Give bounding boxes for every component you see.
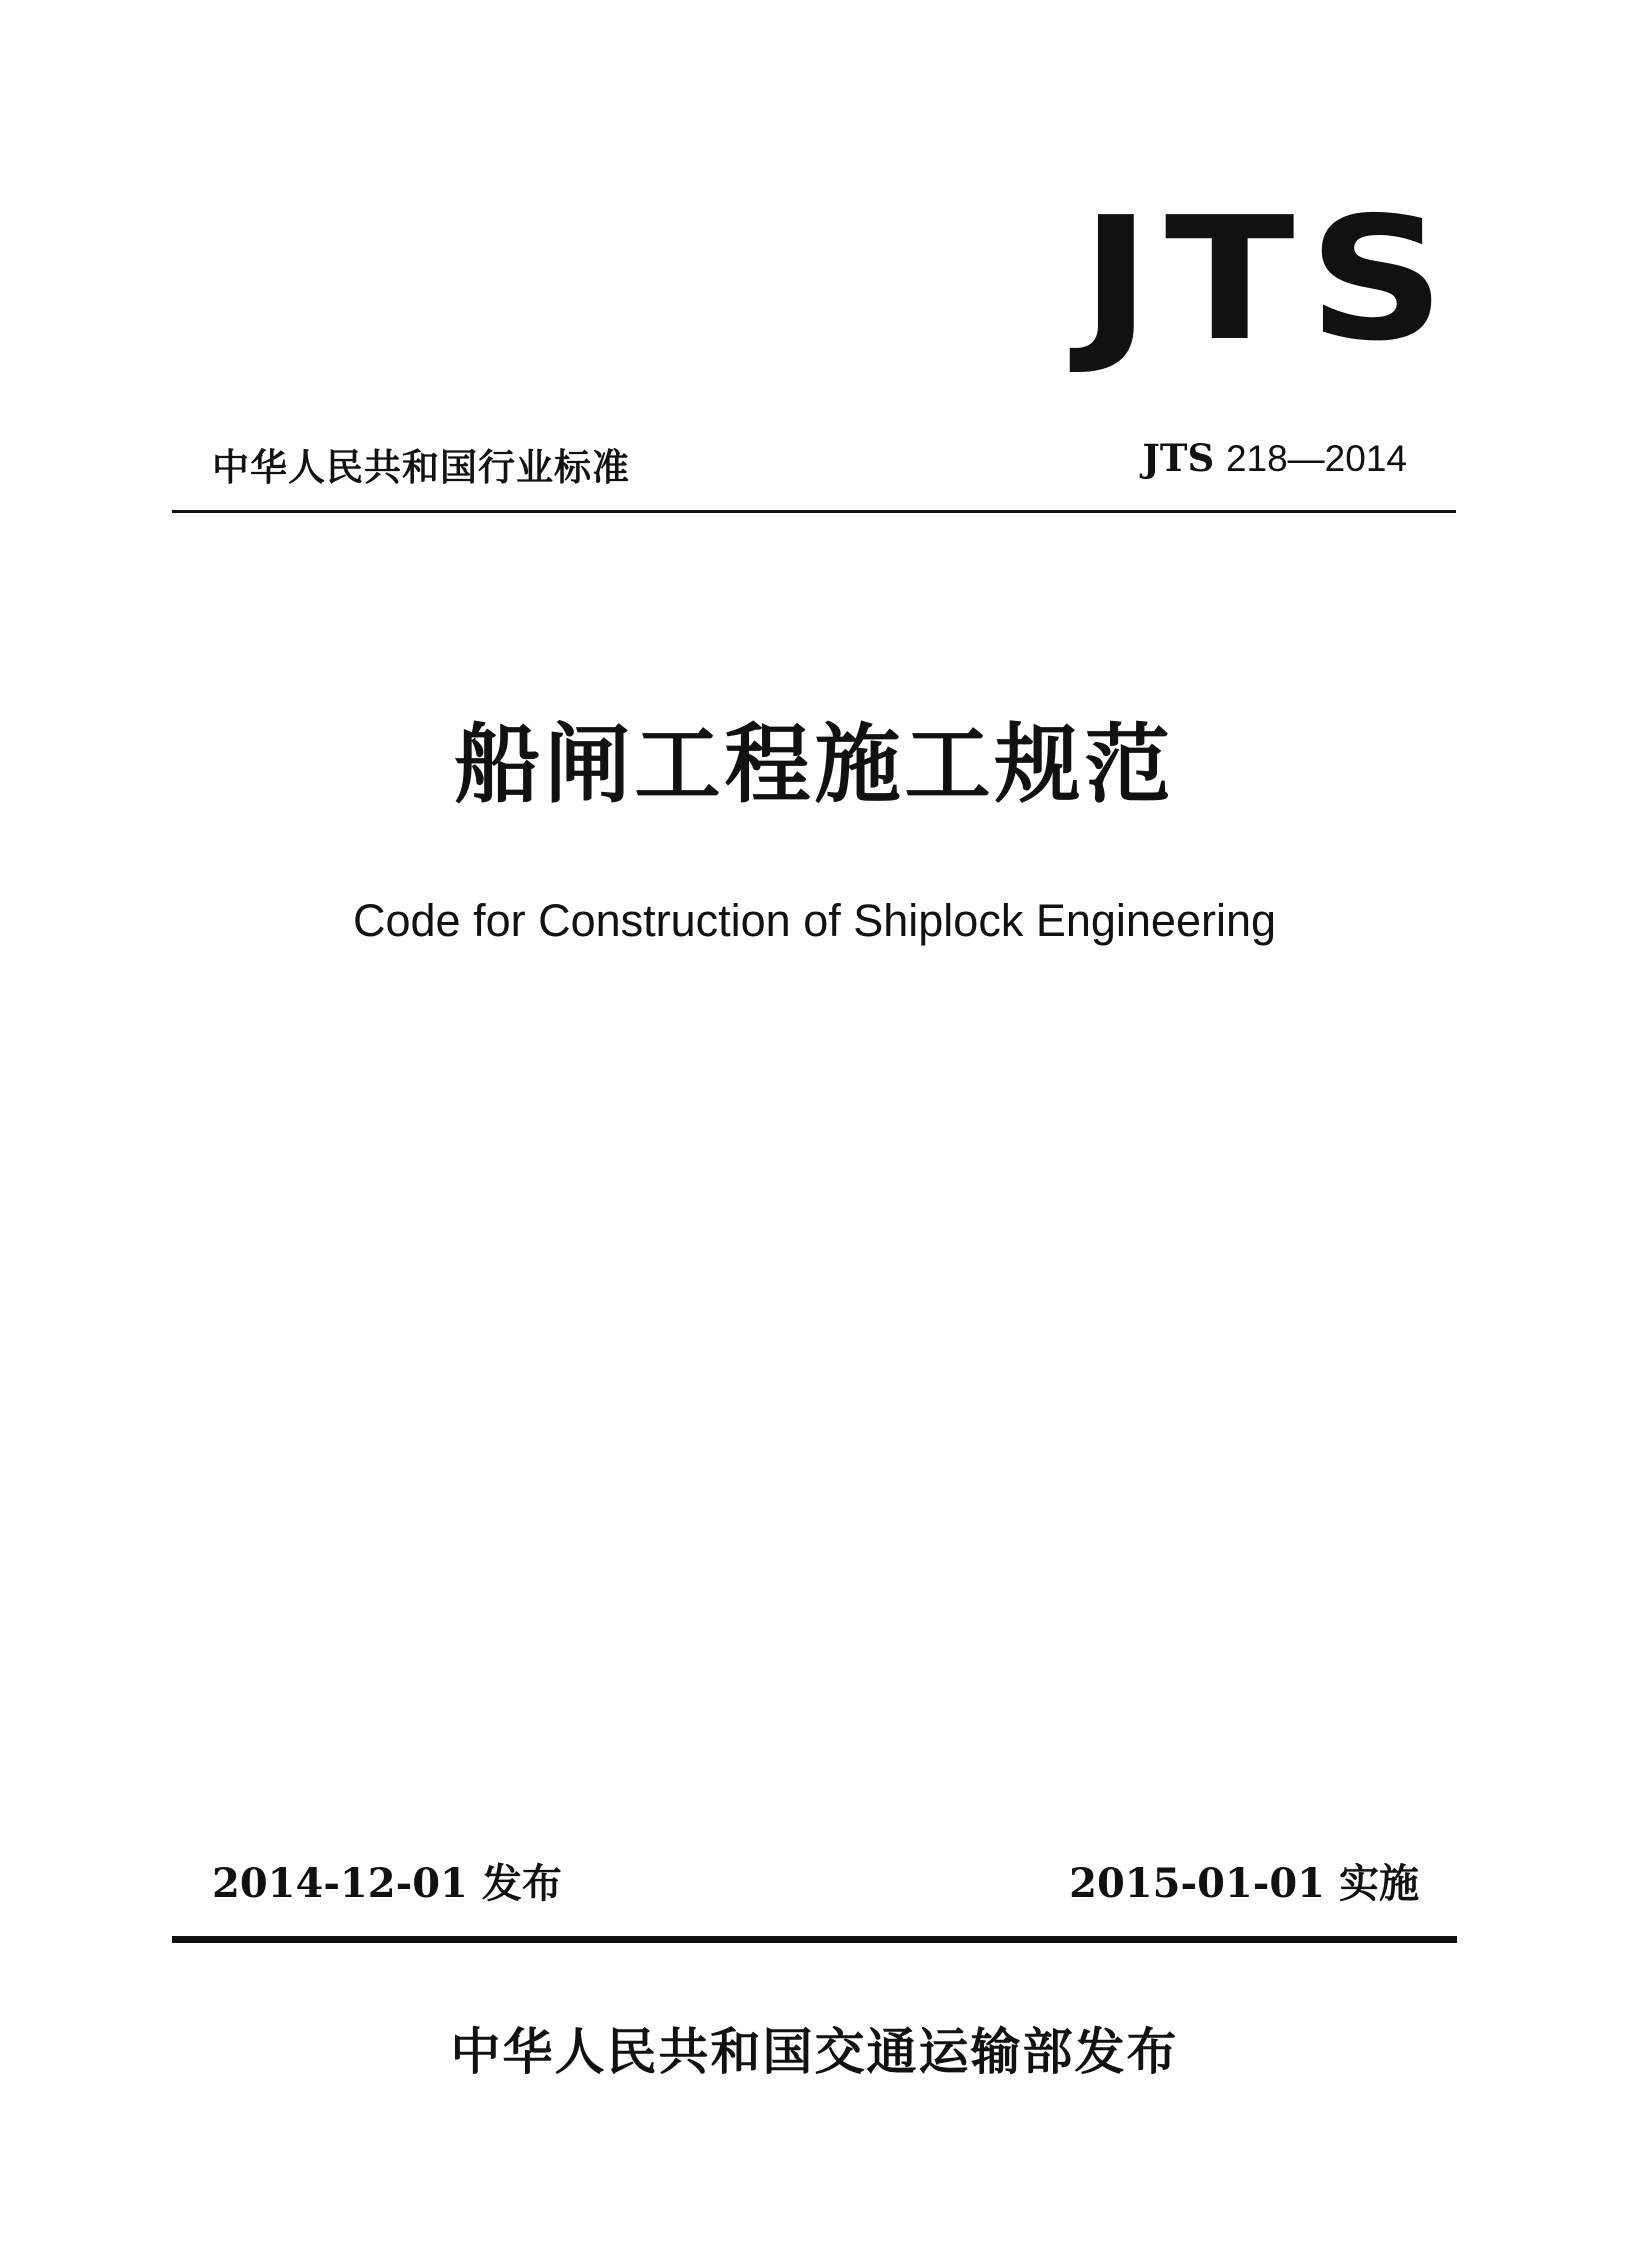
jts-logo: JTS xyxy=(1080,181,1459,379)
bottom-divider xyxy=(172,1936,1457,1943)
issue-date: 2014-12-01 xyxy=(212,1860,468,1907)
title-chinese: 船闸工程施工规范 xyxy=(454,715,1175,815)
standard-code xyxy=(1142,436,1407,480)
publisher: 中华人民共和国交通运输部发布 xyxy=(450,2023,1179,2081)
issue-date-line xyxy=(212,1852,562,1909)
implementation-date-line xyxy=(1069,1852,1419,1909)
top-divider xyxy=(172,510,1456,513)
implementation-label: 实施 xyxy=(1339,1861,1419,1907)
standard-code-prefix: JTS xyxy=(1142,436,1215,480)
standard-category: 中华人民共和国行业标准 xyxy=(212,446,630,489)
standard-code-number: 218—2014 xyxy=(1225,438,1407,479)
implementation-date: 2015-01-01 xyxy=(1069,1860,1325,1907)
issue-label: 发布 xyxy=(481,1861,562,1907)
title-english: Code for Construction of Shiplock Engineering xyxy=(352,895,1277,946)
